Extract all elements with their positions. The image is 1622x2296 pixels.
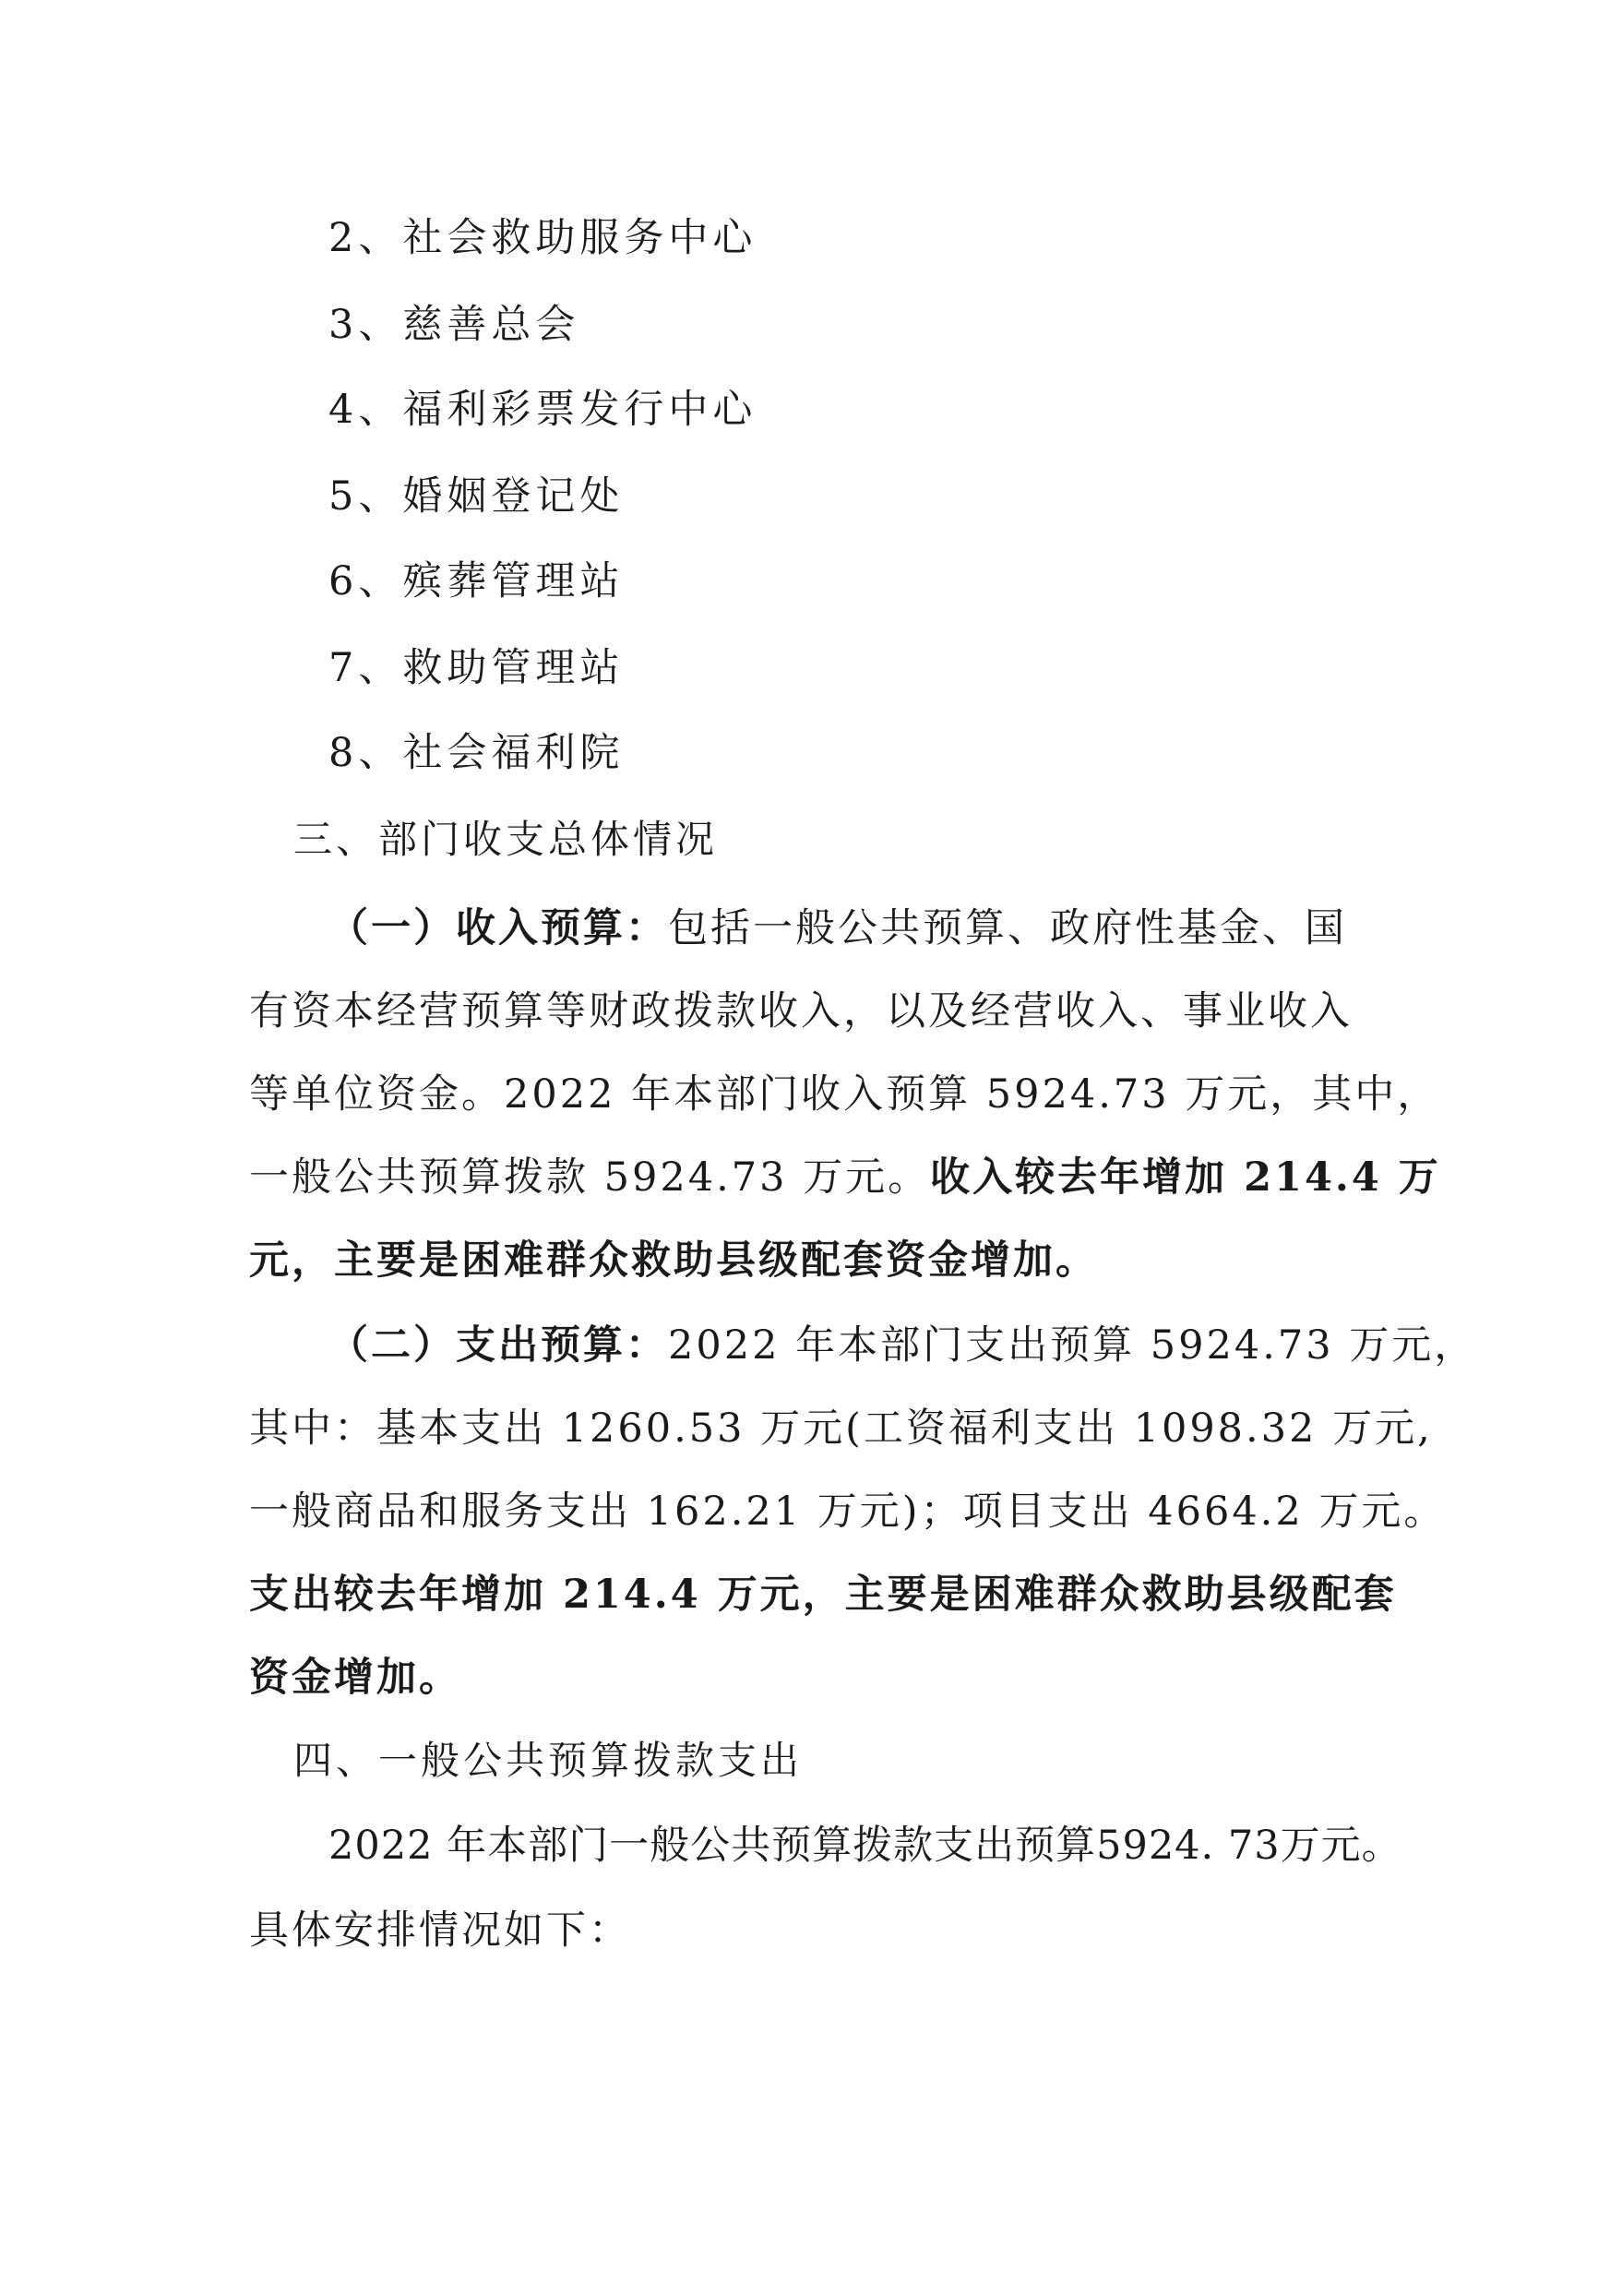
org-list-item: 6、殡葬管理站 xyxy=(328,558,625,604)
expense-line-4: 支出较去年增加 214.4 万元，主要是困难群众救助县级配套 xyxy=(249,1572,1397,1618)
org-list-item: 4、福利彩票发行中心 xyxy=(328,387,757,433)
expense-line-1 xyxy=(328,1318,1477,1373)
org-list-item: 5、婚姻登记处 xyxy=(328,473,625,520)
org-list-item: 8、社会福利院 xyxy=(328,730,625,776)
income-line-5: 元，主要是困难群众救助县级配套资金增加。 xyxy=(249,1238,1098,1284)
income-label: （一）收入预算： xyxy=(328,905,668,951)
org-list-item: 2、社会救助服务中心 xyxy=(328,215,757,261)
section4-line-2: 具体安排情况如下： xyxy=(249,1907,631,1954)
income-text: 一般公共预算拨款 5924.73 万元。 xyxy=(249,1154,931,1201)
expense-line-2: 其中：基本支出 1260.53 万元(工资福利支出 1098.32 万元, xyxy=(249,1405,1433,1452)
expense-line-3: 一般商品和服务支出 162.21 万元)；项目支出 4664.2 万元。 xyxy=(249,1489,1447,1535)
income-line-2: 有资本经营预算等财政拨款收入，以及经营收入、事业收入 xyxy=(249,988,1353,1034)
expense-label: （二）支出预算： xyxy=(328,1322,668,1369)
income-line-4 xyxy=(249,1150,1441,1205)
section4-line-1: 2022 年本部门一般公共预算拨款支出预算5924. 73万元。 xyxy=(328,1823,1402,1869)
expense-text: 2022 年本部门支出预算 5924.73 万元， xyxy=(668,1322,1477,1369)
income-line-1 xyxy=(328,901,1371,956)
income-text: 包括一般公共预算、政府性基金、国 xyxy=(668,905,1347,951)
org-list-item: 7、救助管理站 xyxy=(328,645,625,691)
section4-heading: 四、一般公共预算拨款支出 xyxy=(293,1738,804,1783)
income-change-text: 收入较去年增加 214.4 万 xyxy=(930,1154,1441,1201)
section3-heading: 三、部门收支总体情况 xyxy=(293,817,719,862)
income-line-3: 等单位资金。2022 年本部门收入预算 5924.73 万元，其中， xyxy=(249,1071,1440,1118)
org-list-item: 3、慈善总会 xyxy=(328,302,580,348)
expense-line-5: 资金增加。 xyxy=(249,1655,461,1701)
